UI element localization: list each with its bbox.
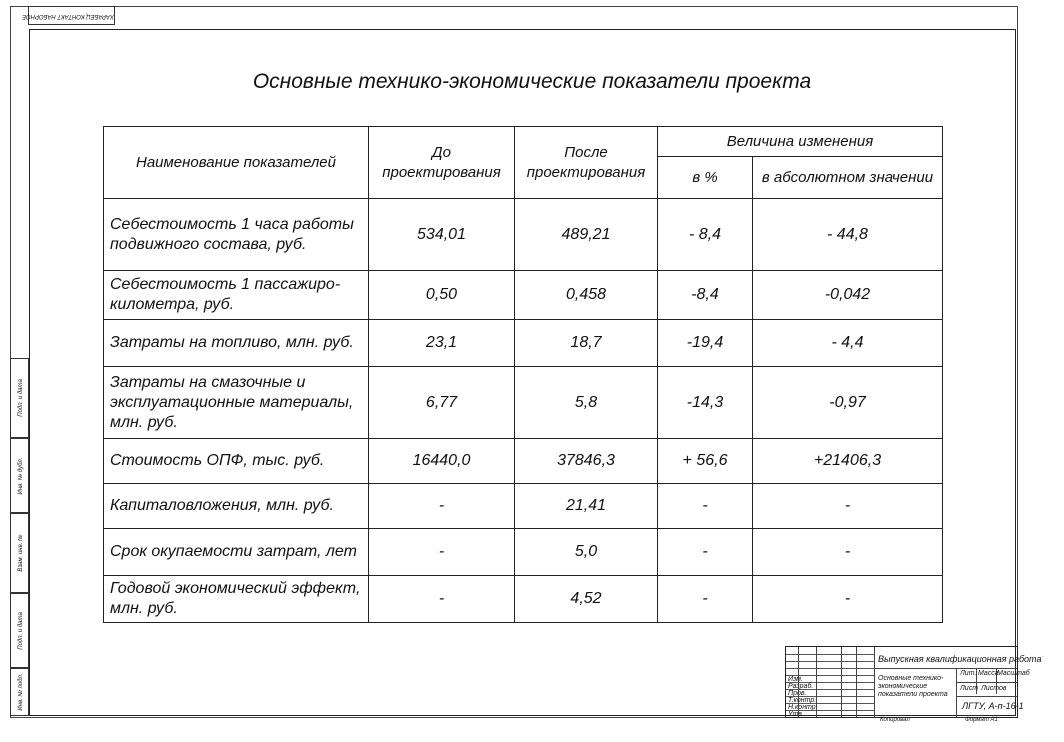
row-name: Стоимость ОПФ, тыс. руб.	[104, 439, 369, 484]
tb-sheets: Листов	[981, 685, 1007, 692]
row-name: Себестоимость 1 пассажиро-километра, руб.	[104, 271, 369, 320]
row-name: Себестоимость 1 часа работы подвижного состава, руб.	[104, 199, 369, 271]
tb-row-label: Т.контр.	[788, 697, 817, 704]
side-strip	[10, 358, 29, 716]
header-after: После проектирования	[515, 127, 658, 199]
table-row	[104, 271, 943, 320]
side-label: Взам. инв. №	[18, 534, 24, 572]
title-block	[785, 646, 1042, 718]
tb-row-label: Н.контр.	[788, 704, 818, 711]
tb-row-label: Разраб.	[788, 683, 814, 690]
row-name: Капиталовложения, млн. руб.	[104, 484, 369, 529]
row-percent: -19,4	[658, 320, 753, 367]
row-absolute: - 44,8	[753, 199, 943, 271]
tb-sheet: Лист	[960, 685, 979, 692]
header-before: До проектирования	[369, 127, 515, 199]
row-name: Затраты на смазочные и эксплуатационные материалы, млн. руб.	[104, 367, 369, 439]
tb-mass: Масса	[978, 670, 999, 677]
row-percent: -	[658, 576, 753, 623]
row-absolute: -	[753, 484, 943, 529]
title-block-signatures	[786, 647, 874, 717]
row-before: -	[369, 576, 515, 623]
row-before: -	[369, 484, 515, 529]
row-before: 6,77	[369, 367, 515, 439]
row-percent: -	[658, 484, 753, 529]
row-percent: + 56,6	[658, 439, 753, 484]
row-before: 16440,0	[369, 439, 515, 484]
row-after: 0,458	[515, 271, 658, 320]
table-row	[104, 199, 943, 271]
top-stamp: ХАРАБЕЦ КОНТАКТ НАБОРНОЕ	[28, 6, 115, 25]
row-after: 5,0	[515, 529, 658, 576]
page-title: Основные технико-экономические показатели проекта	[252, 70, 812, 93]
row-percent: -8,4	[658, 271, 753, 320]
table-row	[104, 576, 943, 623]
row-before: 534,01	[369, 199, 515, 271]
row-before: 23,1	[369, 320, 515, 367]
side-cell	[10, 668, 29, 716]
header-row	[104, 127, 943, 157]
tb-row-label: Пров.	[788, 690, 807, 697]
row-percent: -14,3	[658, 367, 753, 439]
row-percent: -	[658, 529, 753, 576]
row-after: 18,7	[515, 320, 658, 367]
row-after: 5,8	[515, 367, 658, 439]
table-row	[104, 367, 943, 439]
row-name: Годовой экономический эффект, млн. руб.	[104, 576, 369, 623]
side-label: Инв. № дубл.	[18, 457, 24, 494]
side-cell	[10, 438, 29, 513]
side-label: Подп. и дата	[18, 379, 24, 417]
table-row	[104, 484, 943, 529]
row-after: 37846,3	[515, 439, 658, 484]
row-absolute: +21406,3	[753, 439, 943, 484]
tb-row-label: Изм.	[788, 676, 803, 683]
tb-lit: Лит.	[960, 670, 977, 677]
row-after: 4,52	[515, 576, 658, 623]
header-absolute: в абсолютном значении	[753, 157, 943, 199]
tb-org: ЛГТУ, А-п-16-1	[962, 701, 1024, 711]
tb-copied: Копировал	[880, 717, 910, 723]
row-absolute: -0,97	[753, 367, 943, 439]
tb-doc: Основные технико-экономические показатели проекта	[878, 675, 948, 698]
header-change: Величина изменения	[658, 127, 943, 157]
row-absolute: -	[753, 576, 943, 623]
tb-row-label: Утв.	[788, 711, 804, 718]
row-name: Срок окупаемости затрат, лет	[104, 529, 369, 576]
header-name: Наименование показателей	[104, 127, 369, 199]
row-before: 0,50	[369, 271, 515, 320]
tb-format: Формат А1	[965, 717, 998, 723]
row-absolute: - 4,4	[753, 320, 943, 367]
side-label: Инв. № подл.	[18, 673, 24, 711]
row-name: Затраты на топливо, млн. руб.	[104, 320, 369, 367]
indicators-table	[103, 126, 943, 623]
table-row	[104, 439, 943, 484]
tb-scale: Масштаб	[997, 670, 1030, 677]
table-row	[104, 529, 943, 576]
tb-work: Выпускная квалификационная работа	[878, 654, 1042, 664]
row-after: 489,21	[515, 199, 658, 271]
row-percent: - 8,4	[658, 199, 753, 271]
row-absolute: -	[753, 529, 943, 576]
row-absolute: -0,042	[753, 271, 943, 320]
header-percent: в %	[658, 157, 753, 199]
side-label: Подп. и дата	[18, 611, 24, 650]
row-before: -	[369, 529, 515, 576]
row-after: 21,41	[515, 484, 658, 529]
table-row	[104, 320, 943, 367]
